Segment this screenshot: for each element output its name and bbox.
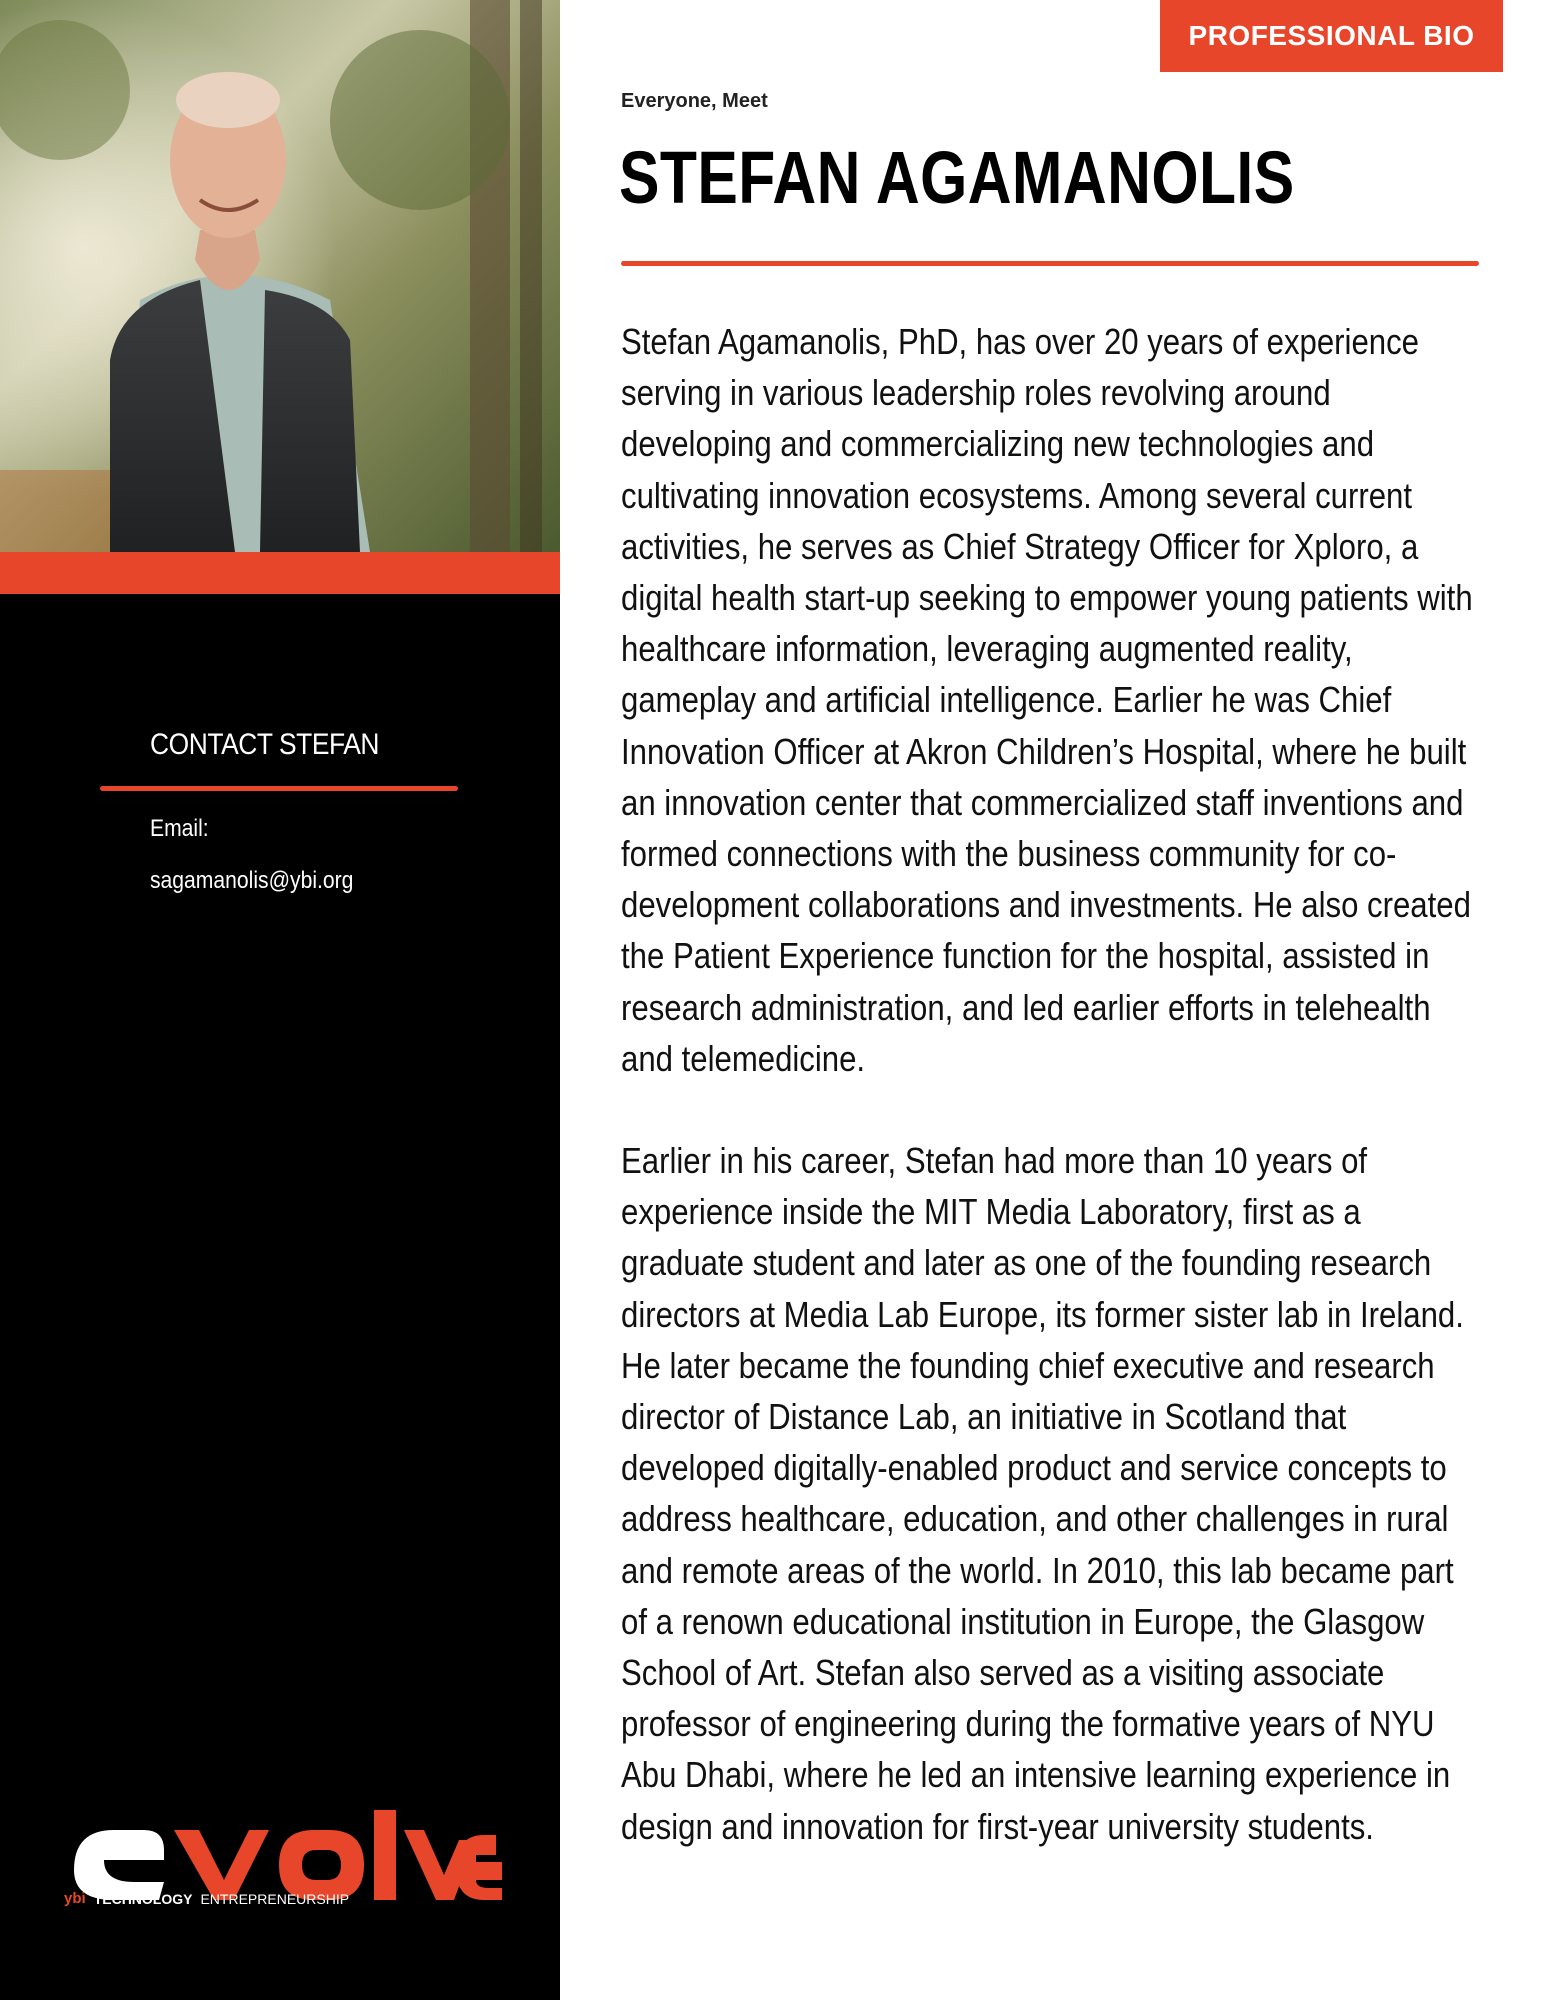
eyebrow-text: Everyone, Meet — [621, 90, 768, 112]
tagline-rest: ENTREPRENEURSHIP — [200, 1890, 350, 1907]
professional-bio-badge: PROFESSIONAL BIO — [1160, 0, 1503, 72]
logo-letter-l — [374, 1810, 396, 1900]
bio-paragraph: Stefan Agamanolis, PhD, has over 20 years of experience serving in various leadership roles revolving around developing and commercializing new technologies and cultivating innovation ecosystems. Among several current activities, he serves as Chief Strategy Officer for Xploro, a digital health start-up seeking to empower young patients with healthcare information, leveraging augmented reality, gameplay and artificial intelligence. Earlier he was Chief Innovation Officer at Akron Children’s Hospital, where he built an innovation center that commercialized staff inventions and formed connections with the business community for co-development collaborations and investments. He also created the Patient Experience function for the hospital, assisted in research administration, and led earlier efforts in telehealth and telemedicine. — [621, 321, 1473, 1079]
name-divider — [621, 261, 1479, 266]
contact-heading: CONTACT STEFAN — [150, 728, 380, 761]
bio-paragraph: Earlier in his career, Stefan had more than 10 years of experience inside the MIT Media Laboratory, first as a graduate student and later as one of the founding research directors at Media Lab Europe, its former sister lab in Ireland. He later became the founding chief executive and research director of Distance Lab, an initiative in Scotland that developed digitally-enabled product and service concepts to address healthcare, education, and other challenges in rural and remote areas of the world. In 2010, this lab became part of a renown educational institution in Europe, the Glasgow School of Art. Stefan also served as a visiting associate professor of engineering during the formative years of NYU Abu Dhabi, where he led an intensive learning experience in design and innovation for first-year university students. — [621, 1140, 1464, 1847]
email-label: Email: — [150, 815, 209, 842]
ybi-brand: ybi — [64, 1890, 86, 1907]
email-link[interactable]: sagamanolis@ybi.org — [150, 867, 354, 894]
portrait-photo — [0, 0, 560, 552]
logo-letter-e2 — [456, 1835, 502, 1900]
tagline-strong: TECHNOLOGY — [93, 1890, 193, 1907]
logo-tagline — [64, 1890, 349, 1907]
person-name: STEFAN AGAMANOLIS — [619, 136, 1295, 219]
contact-divider — [100, 786, 458, 791]
bio-body — [621, 316, 1477, 1903]
sidebar — [0, 0, 560, 2000]
accent-band — [0, 552, 560, 594]
